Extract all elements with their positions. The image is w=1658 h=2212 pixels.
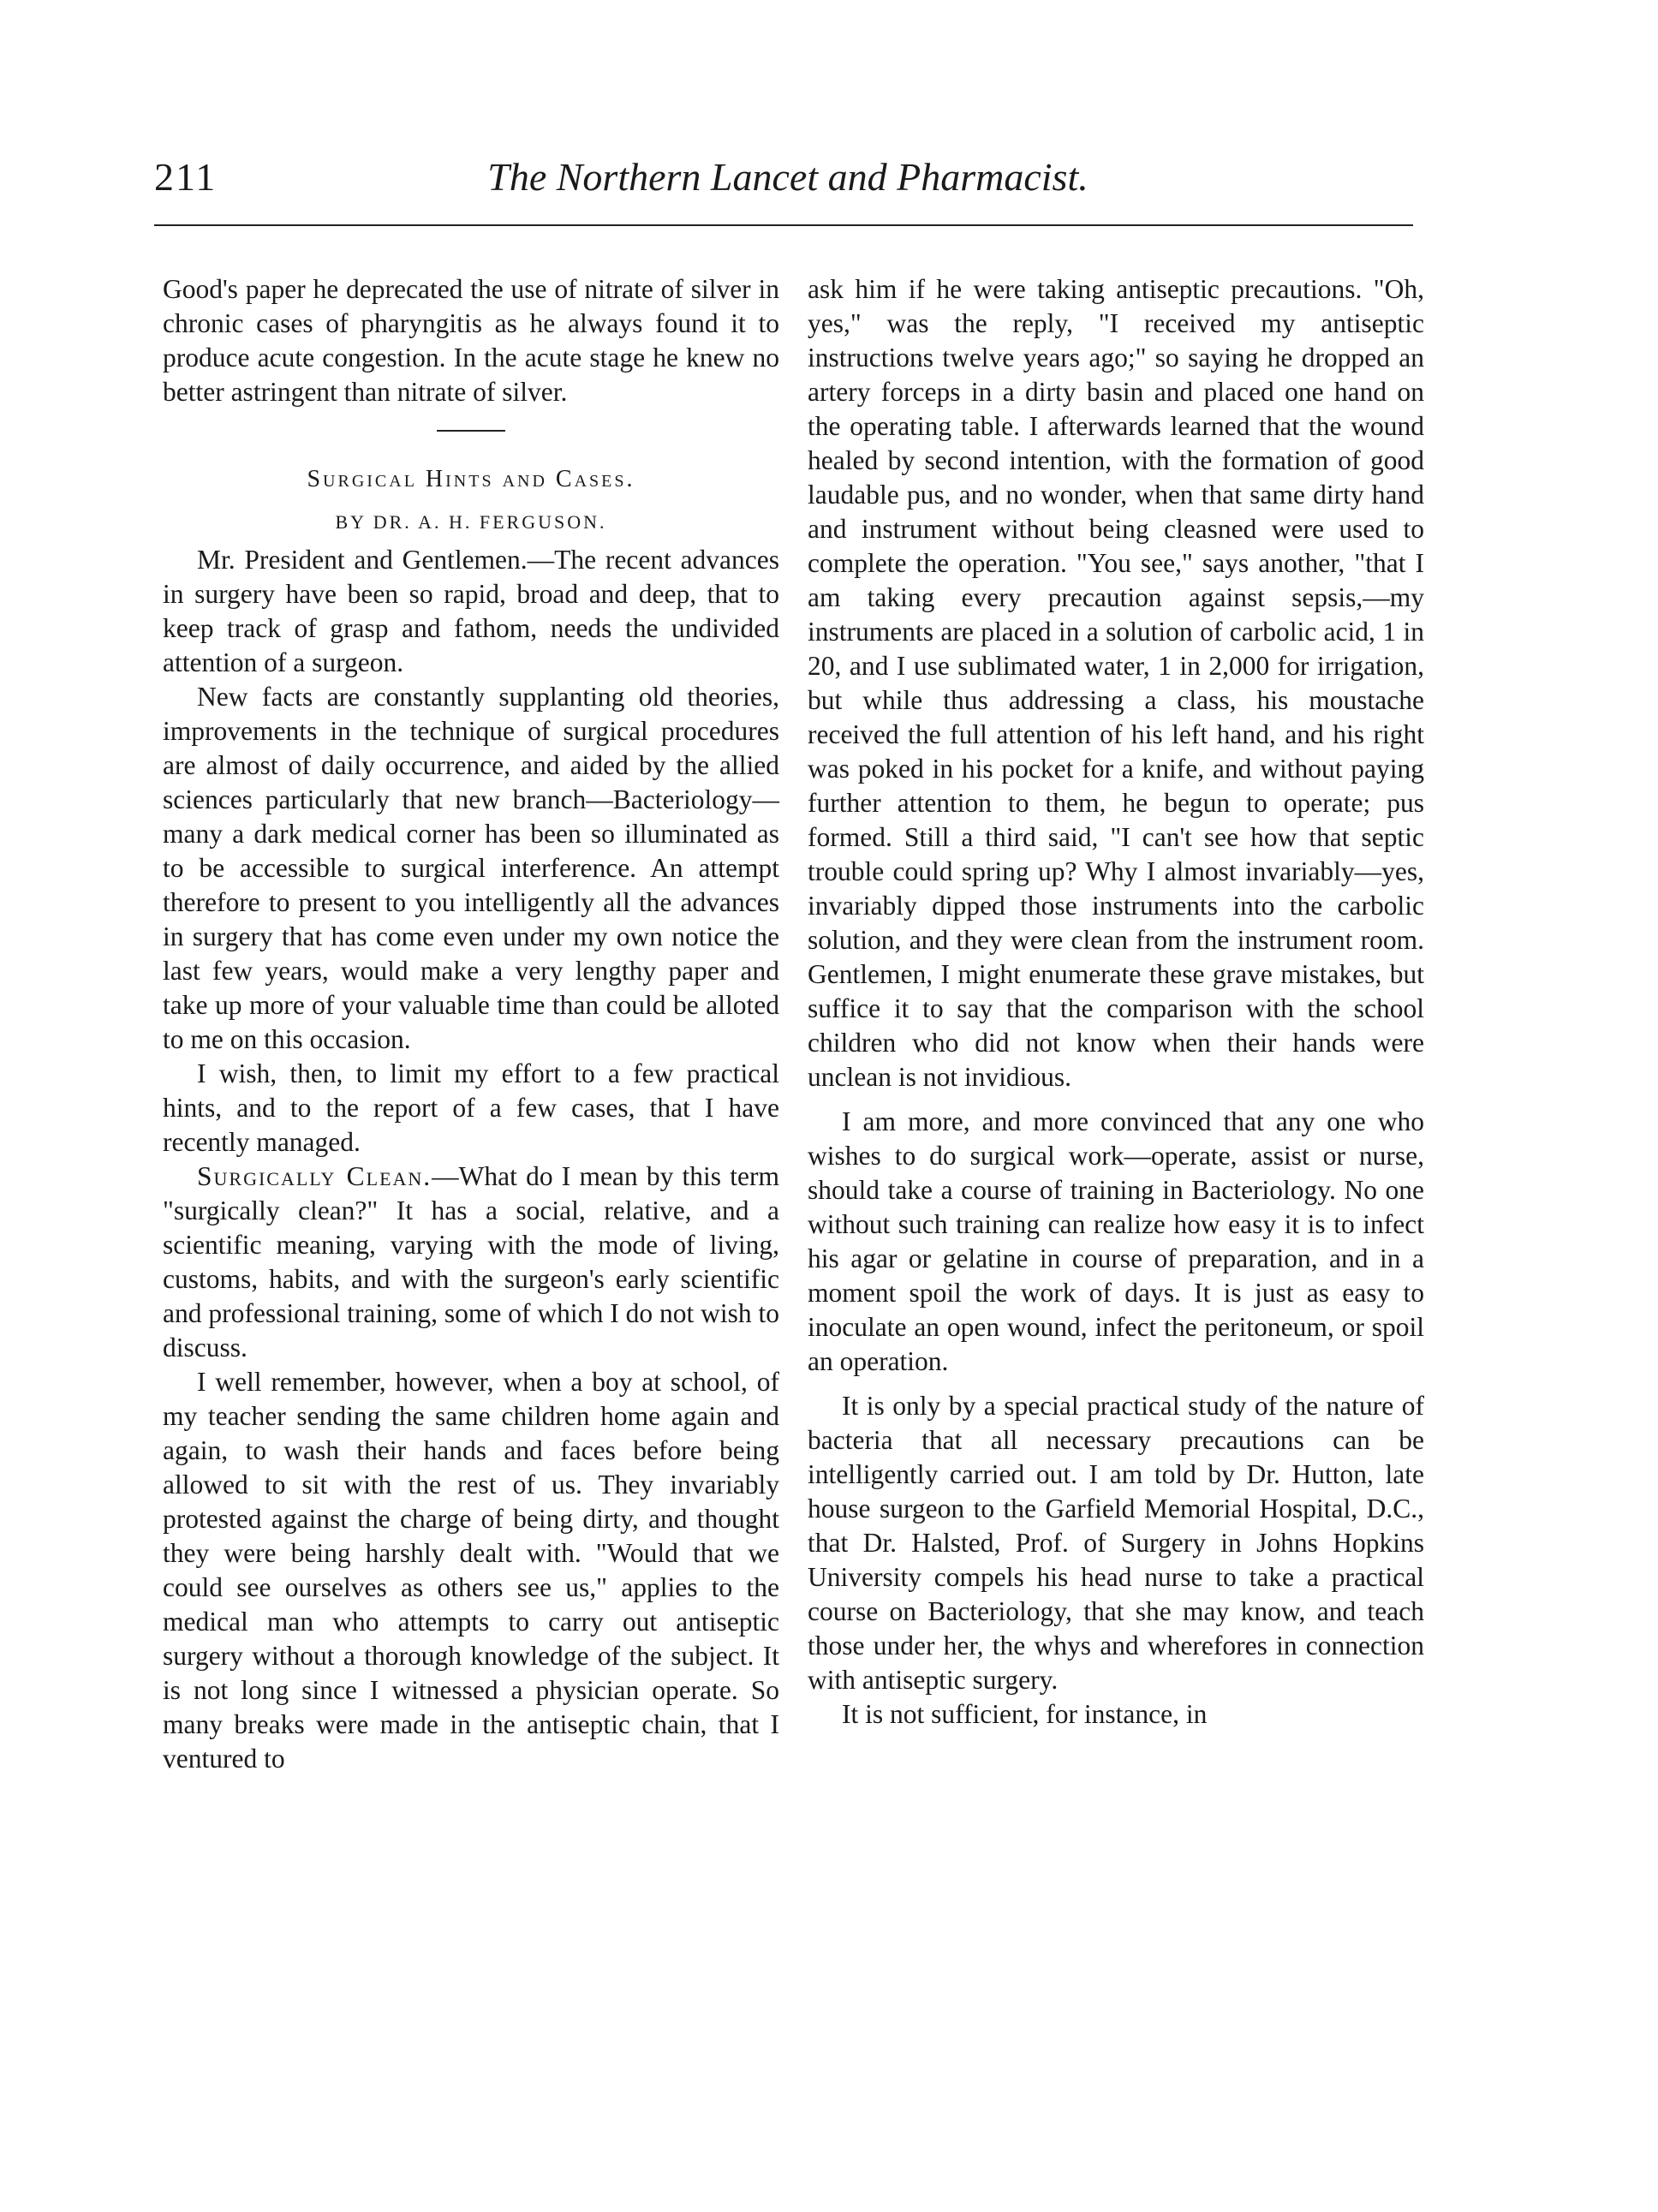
page-number: 211 [154, 155, 218, 199]
left-column [163, 272, 779, 1776]
paragraph: New facts are constantly supplanting old theories, improvements in the technique of surgical procedures are almost of daily occurrence, and aided by the allied sciences particularly that new branch—Bacteriology—many a dark medical corner has been so illuminated as to be accessible to surgical interference. An attempt therefore to present to you intelligently all the advances in surgery that has come even under my own notice the last few years, would make a very lengthy paper and take up more of your valuable time than could be alloted to me on this occasion. [163, 682, 779, 1054]
author-byline: BY DR. A. H. FERGUSON. [335, 511, 607, 533]
paragraph: Mr. President and Gentlemen.—The recent advances in surgery have been so rapid, broad and deep, that to keep track of grasp and fathom, needs the undivided attention of a surgeon. [163, 545, 779, 677]
paragraph: Good's paper he deprecated the use of nitrate of silver in chronic cases of pharyngitis as he always found it to produce acute congestion. In the acute stage he knew no better astringent than nitrate of silver. [163, 274, 779, 407]
paragraph: I wish, then, to limit my effort to a few practical hints, and to the report of a few cases, that I have recently managed. [163, 1058, 779, 1157]
running-title: The Northern Lancet and Pharmacist. [487, 155, 1088, 199]
paragraph-text: —What do I mean by this term "surgically clean?" It has a social, relative, and a scientific meaning, varying with the mode of living, customs, habits, and with the surgeon's early scientific and professional training, some of which I do not wish to discuss. [163, 1161, 780, 1362]
section-divider [437, 430, 505, 432]
page-header [154, 154, 1422, 214]
paragraph: ask him if he were taking antiseptic precautions. "Oh, yes," was the reply, "I received my antiseptic instructions twelve years ago;" so saying he dropped an artery forceps in a dirty basin and placed one hand on the operating table. I afterwards learned that the wound healed by second intention, with the formation of good laudable pus, and no wonder, when that same dirty hand and instrument without being cleasned were used to complete the operation. "You see," says another, "that I am taking every precaution against sepsis,—my instruments are placed in a solution of carbolic acid, 1 in 20, and I use sublimated water, 1 in 2,000 for irrigation, but while thus addressing a class, his moustache received the full attention of his left hand, and his right was poked in his pocket for a knife, and without paying further attention to them, he begun to operate; pus formed. Still a third said, "I can't see how that septic trouble could spring up? Why I almost invariably—yes, invariably dipped those instruments into the carbolic solution, and they were clean from the instrument room. Gentlemen, I might enumerate these grave mistakes, but suffice it to say that the comparison with the school children who did not know when their hands were unclean is not invidious. [808, 274, 1424, 1092]
paragraph [163, 1160, 779, 1365]
header-rule [154, 224, 1413, 226]
paragraph: I am more, and more convinced that any one who wishes to do surgical work—operate, assist or nurse, should take a course of training in Bacteriology. No one without such training can realize how easy it is to infect his agar or gelatine in course of preparation, and in a moment spoil the work of days. It is just as easy to inoculate an open wound, infect the peritoneum, or spoil an operation. [808, 1106, 1424, 1376]
right-column [808, 272, 1424, 1732]
paragraph-lead-in: Surgically Clean. [197, 1161, 432, 1191]
paragraph: It is not sufficient, for instance, in [842, 1699, 1208, 1729]
paragraph: It is only by a special practical study of the nature of bacteria that all necessary precautions can be intelligently carried out. I am told by Dr. Hutton, late house surgeon to the Garfield Memorial Hospital, D.C., that Dr. Halsted, Prof. of Surgery in Johns Hopkins University compels his head nurse to take a practical course on Bacteriology, that she may know, and teach those under her, the whys and wherefores in connection with antiseptic surgery. [808, 1391, 1424, 1695]
paragraph: I well remember, however, when a boy at school, of my teacher sending the same children home again and again, to wash their hands and faces before being allowed to sit with the rest of us. They invariably protested against the charge of being dirty, and thought they were being harshly dealt with. "Would that we could see ourselves as others see us," applies to the medical man who attempts to carry out antiseptic surgery without a thorough knowledge of the subject. It is not long since I witnessed a physician operate. So many breaks were made in the antiseptic chain, that I ventured to [163, 1367, 779, 1774]
section-heading: Surgical Hints and Cases. [307, 466, 635, 492]
